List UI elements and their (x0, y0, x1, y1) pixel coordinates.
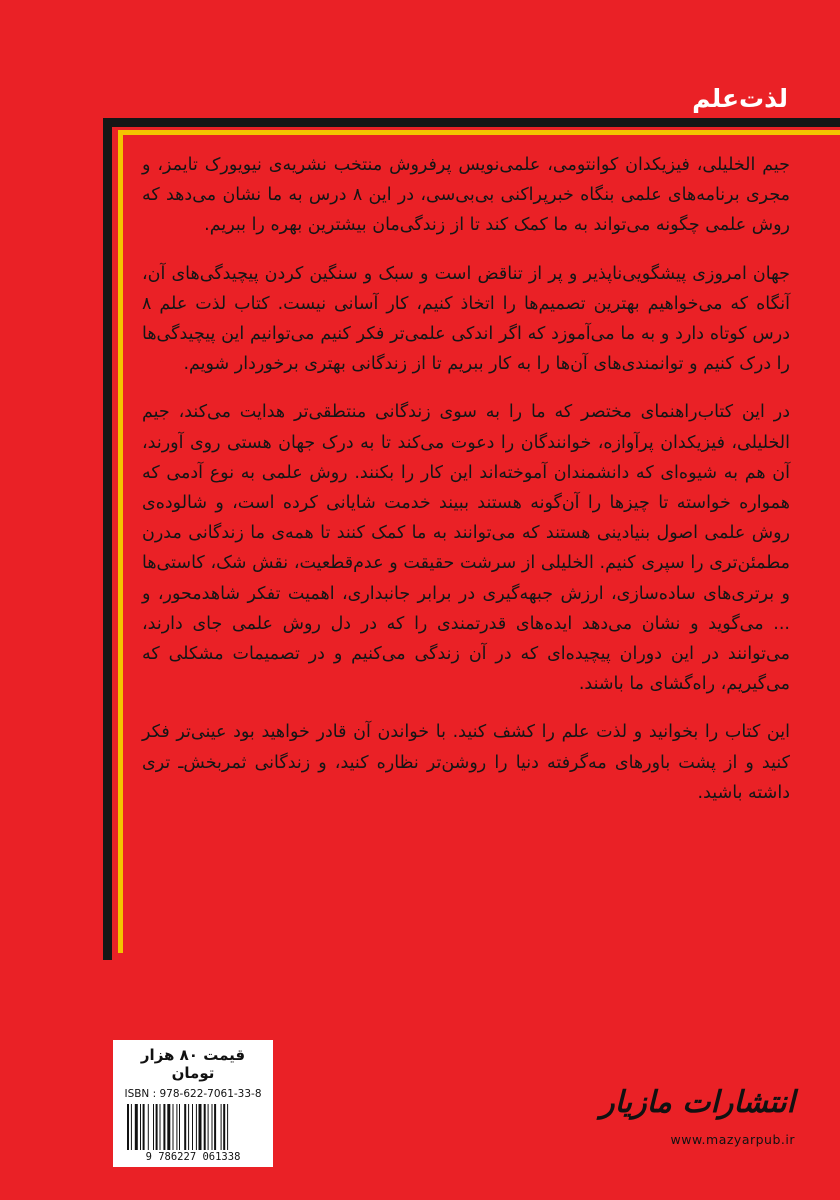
blurb-paragraph: در این کتاب‌راهنمای مختصر که ما را به سوی زندگانی منتطقی‌تر هدایت می‌کند، جیم الخلیلی، فیزیکدان پرآوازه، خوانندگان را دعوت می‌کند تا به درک جهان هستی روی آورند، آن هم به شیوه‌ای که دانشمندان آموخته‌اند این کار را بکنند. روش علمی به نوع آدمی که همواره خواسته تا چیزها را آن‌گونه هستند ببیند خدمت شایانی کرده است، و شالوده‌ی روش علمی اصول بنیادینی هستند که می‌توانند به ما کمک کنند تا همه‌ی ما زندگانی مدرن مطمئن‌تری را سپری کنیم. الخلیلی از سرشت حقیقت و عدم‌قطعیت، نقش شک، کاستی‌ها و برتری‌های ساده‌سازی، ارزش جبهه‌گیری در برابر جانبداری، اهمیت تفکر شاهدمحور، و ... می‌گوید و نشان می‌دهد ایده‌های قدرتمندی را که در دل روش علمی جای دارند، می‌توانند در این دوران پیچیده‌ای که در آن زندگی می‌کنیم و در تصمیمات مشکلی که می‌گیریم، راه‌گشای ما باشند. (142, 402, 790, 695)
barcode-icon (125, 1104, 261, 1150)
decorative-bar-yellow-left (118, 130, 123, 953)
price-isbn-box (113, 1040, 273, 1167)
publisher-logo (600, 1085, 795, 1147)
publisher-website: www.mazyarpub.ir (670, 1132, 795, 1147)
price-label: قیمت ۸۰ هزار تومان (140, 1046, 246, 1082)
decorative-bar-black-top (103, 118, 840, 127)
series-title: لذت‌علم (692, 84, 788, 113)
isbn-label: ISBN : 978-622-7061-33-8 (124, 1088, 262, 1100)
blurb-paragraph: این کتاب را بخوانید و لذت علم را کشف کنید. با خواندن آن قادر خواهید بود عینی‌تر فکر کنید و از پشت باورهای مه‌گرفته دنیا را روشن‌تر نظاره کنید، و زندگانی ثمربخش‌ـ تری داشته باشید. (142, 722, 790, 803)
blurb-paragraph: جیم الخلیلی، فیزیکدان کوانتومی، علمی‌نویس پرفروش منتخب نشریه‌ی نیویورک تایمز، و مجری برنامه‌های علمی بنگاه خبرپراکنی بی‌بی‌سی، در این ۸ درس به ما نشان می‌دهد که روش علمی چگونه می‌تواند به ما کمک کند تا از زندگی‌مان بیشترین بهره را ببریم. (142, 155, 790, 236)
decorative-bar-yellow-top (118, 130, 840, 135)
back-cover-blurb (142, 150, 790, 826)
barcode-digits: 9 786227 061338 (145, 1151, 241, 1163)
decorative-bar-black-left (103, 118, 112, 960)
publisher-name: انتشارات مازیار (600, 1085, 795, 1120)
blurb-paragraph: جهان امروزی پیشگویی‌ناپذیر و پر از تناقض است و سبک و سنگین کردن پیچیدگی‌های آن، آنگاه که می‌خواهیم بهترین تصمیم‌ها را اتخاذ کنیم، کار آسانی نیست. کتاب لذت علم ۸ درس کوتاه دارد و به ما می‌آموزد که اگر اندکی علمی‌تر فکر کنیم می‌توانیم این پیچیدگی‌ها را درک کنیم و توانمندی‌های آن‌ها را به کار ببریم تا از زندگانی بهتری برخوردار شویم. (142, 263, 790, 375)
